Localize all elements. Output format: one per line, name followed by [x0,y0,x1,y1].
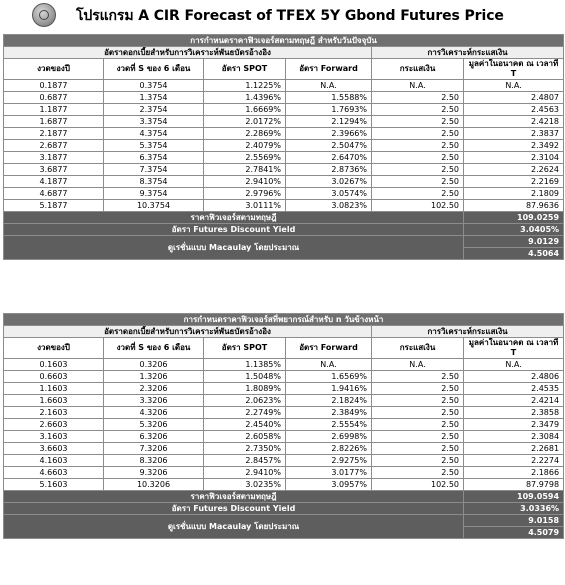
table-cell: 4.6603 [4,467,104,479]
table-cell: 1.7693% [286,104,372,116]
cashflow-group-header: การวิเคราะห์กระแสเงิน [372,47,564,59]
current-day-pricing-table [3,34,564,260]
table-cell: 2.5047% [286,140,372,152]
table-cell: 2.1877 [4,128,104,140]
table-cell: 2.3858 [464,407,564,419]
table-cell: 3.0957% [286,479,372,491]
futures-price-label: ราคาฟิวเจอร์สตามทฤษฎี [4,491,464,503]
table-cell: 2.6998% [286,431,372,443]
table-cell: 2.1809 [464,188,564,200]
table-cell: 2.4807 [464,92,564,104]
table-cell: 6.3206 [104,431,204,443]
table-cell: 9.3754 [104,188,204,200]
section-title: การกำหนดราคาฟิวเจอร์สที่พยากรณ์สำหรับ n วันข้างหน้า [4,314,564,326]
column-header-semiannual-period: งวดที่ S ของ 6 เดือน [104,338,204,359]
table-cell: 2.2274 [464,455,564,467]
table-cell: 87.9798 [464,479,564,491]
futures-price-value: 109.0594 [464,491,564,503]
table-row [4,359,564,371]
table-cell: 4.6877 [4,188,104,200]
table-row [4,128,564,140]
page-header [0,0,565,30]
section-title: การกำหนดราคาฟิวเจอร์สตามทฤษฎี สำหรับวันปัจจุบัน [4,35,564,47]
table-cell: 2.4218 [464,116,564,128]
table-cell: 2.2681 [464,443,564,455]
forecast-pricing-table [3,313,564,539]
table-cell: 2.3837 [464,128,564,140]
column-header-future-value: มูลค่าในอนาคต ณ เวลาที่ T [464,338,564,359]
discount-yield-value: 3.0405% [464,224,564,236]
macaulay-duration-label: ดูเรชั่นแบบ Macaulay โดยประมาณ [4,236,464,260]
logo-emblem-icon [32,3,56,27]
column-header-forward-rate: อัตรา Forward [286,59,372,80]
table-cell: 9.3206 [104,467,204,479]
table-cell: 2.50 [372,383,464,395]
table-cell: 2.6470% [286,152,372,164]
table-cell: 2.4806 [464,371,564,383]
table-row [4,104,564,116]
column-header-cashflow: กระแสเงิน [372,338,464,359]
table-cell: 2.50 [372,164,464,176]
table-cell: 2.0172% [204,116,286,128]
table-cell: 2.1866 [464,467,564,479]
column-header-cashflow: กระแสเงิน [372,59,464,80]
table-cell: 1.3206 [104,371,204,383]
table-cell: 1.4396% [204,92,286,104]
column-header-spot-rate: อัตรา SPOT [204,59,286,80]
discount-yield-value: 3.0336% [464,503,564,515]
table-cell: 2.50 [372,92,464,104]
table-cell: 2.50 [372,419,464,431]
table-cell: 1.9416% [286,383,372,395]
table-cell: 2.9796% [204,188,286,200]
table-cell: 2.50 [372,431,464,443]
table-cell: 2.1294% [286,116,372,128]
table-row [4,467,564,479]
table-cell: 2.4540% [204,419,286,431]
table-cell: 2.6058% [204,431,286,443]
table-cell: 2.9410% [204,176,286,188]
table-row [4,164,564,176]
macaulay-duration-label: ดูเรชั่นแบบ Macaulay โดยประมาณ [4,515,464,539]
column-header-forward-rate: อัตรา Forward [286,338,372,359]
table-cell: 1.1877 [4,104,104,116]
table-cell: 1.6603 [4,395,104,407]
table-cell: N.A. [464,80,564,92]
table-cell: 10.3206 [104,479,204,491]
table-cell: 2.2869% [204,128,286,140]
table-row [4,188,564,200]
table-cell: 2.50 [372,128,464,140]
table-cell: 2.4214 [464,395,564,407]
table-cell: 1.1603 [4,383,104,395]
table-cell: 2.50 [372,140,464,152]
table-row [4,455,564,467]
table-cell: 2.50 [372,407,464,419]
table-cell: 2.50 [372,371,464,383]
futures-price-label: ราคาฟิวเจอร์สตามทฤษฎี [4,212,464,224]
table-cell: 1.3754 [104,92,204,104]
table-row [4,383,564,395]
column-header-future-value: มูลค่าในอนาคต ณ เวลาที่ T [464,59,564,80]
table-cell: 2.50 [372,443,464,455]
table-cell: 5.3754 [104,140,204,152]
interest-rate-group-header: อัตราดอกเบี้ยสำหรับการวิเคราะห์พันธบัตรอ้างอิง [4,47,372,59]
table-cell: 2.8457% [204,455,286,467]
table-cell: 4.3206 [104,407,204,419]
table-cell: 2.4535 [464,383,564,395]
table-cell: 4.3754 [104,128,204,140]
table-cell: 2.50 [372,176,464,188]
table-cell: 5.1877 [4,200,104,212]
table-cell: 2.4563 [464,104,564,116]
table-cell: 102.50 [372,200,464,212]
table-cell: 3.0574% [286,188,372,200]
table-cell: 1.5048% [204,371,286,383]
table-cell: 2.0623% [204,395,286,407]
table-cell: 1.5588% [286,92,372,104]
table-cell: 3.3206 [104,395,204,407]
modified-duration-value: 4.5079 [464,527,564,539]
table-cell: 4.1603 [4,455,104,467]
table-cell: 0.6877 [4,92,104,104]
table-cell: 2.6877 [4,140,104,152]
table-row [4,116,564,128]
table-cell: 3.0235% [204,479,286,491]
table-cell: N.A. [286,359,372,371]
table-cell: N.A. [464,359,564,371]
table-cell: 3.0177% [286,467,372,479]
table-cell: 2.7350% [204,443,286,455]
table-cell: 3.0823% [286,200,372,212]
table-cell: 87.9636 [464,200,564,212]
table-cell: 0.1603 [4,359,104,371]
table-cell: 3.6877 [4,164,104,176]
table-cell: 8.3206 [104,455,204,467]
column-header-spot-rate: อัตรา SPOT [204,338,286,359]
table-row [4,80,564,92]
column-header-period: งวดของปี [4,59,104,80]
cashflow-group-header: การวิเคราะห์กระแสเงิน [372,326,564,338]
table-cell: 7.3754 [104,164,204,176]
table-row [4,92,564,104]
table-cell: 1.6569% [286,371,372,383]
table-cell: 3.3754 [104,116,204,128]
table-cell: 2.2169 [464,176,564,188]
table-cell: N.A. [286,80,372,92]
table-cell: 102.50 [372,479,464,491]
table-cell: 2.3849% [286,407,372,419]
table-cell: N.A. [372,80,464,92]
table-cell: 2.3966% [286,128,372,140]
table-cell: 6.3754 [104,152,204,164]
table-cell: N.A. [372,359,464,371]
table-cell: 10.3754 [104,200,204,212]
table-cell: 3.6603 [4,443,104,455]
column-header-period: งวดของปี [4,338,104,359]
column-header-semiannual-period: งวดที่ S ของ 6 เดือน [104,59,204,80]
table-cell: 2.50 [372,395,464,407]
table-cell: 2.1824% [286,395,372,407]
table-cell: 2.3206 [104,383,204,395]
table-cell: 3.0111% [204,200,286,212]
table-cell: 2.9410% [204,467,286,479]
table-cell: 2.50 [372,455,464,467]
table-cell: 5.1603 [4,479,104,491]
table-row [4,152,564,164]
table-cell: 2.2624 [464,164,564,176]
table-cell: 2.3084 [464,431,564,443]
table-cell: 2.7841% [204,164,286,176]
table-row [4,443,564,455]
table-cell: 2.50 [372,152,464,164]
table-cell: 2.5554% [286,419,372,431]
table-row [4,419,564,431]
page-title: โปรแกรม A CIR Forecast of TFEX 5Y Gbond Futures Price [76,8,504,24]
table-cell: 0.3754 [104,80,204,92]
table-cell: 5.3206 [104,419,204,431]
table-cell: 2.4079% [204,140,286,152]
table-cell: 0.6603 [4,371,104,383]
table-row [4,371,564,383]
table-cell: 2.9275% [286,455,372,467]
table-cell: 2.3754 [104,104,204,116]
table-cell: 8.3754 [104,176,204,188]
table-cell: 0.1877 [4,80,104,92]
table-cell: 1.6877 [4,116,104,128]
table-cell: 1.1385% [204,359,286,371]
table-cell: 2.3479 [464,419,564,431]
table-cell: 1.6669% [204,104,286,116]
table-cell: 2.50 [372,188,464,200]
table-cell: 2.50 [372,116,464,128]
table-cell: 2.3492 [464,140,564,152]
table-cell: 2.8226% [286,443,372,455]
table-cell: 3.1877 [4,152,104,164]
discount-yield-label: อัตรา Futures Discount Yield [4,503,464,515]
table-cell: 1.1225% [204,80,286,92]
table-row [4,407,564,419]
table-cell: 2.2749% [204,407,286,419]
table-cell: 2.50 [372,104,464,116]
interest-rate-group-header: อัตราดอกเบี้ยสำหรับการวิเคราะห์พันธบัตรอ้างอิง [4,326,372,338]
table-cell: 2.50 [372,467,464,479]
table-row [4,395,564,407]
macaulay-duration-value: 9.0129 [464,236,564,248]
table-cell: 2.1603 [4,407,104,419]
table-row [4,479,564,491]
discount-yield-label: อัตรา Futures Discount Yield [4,224,464,236]
table-cell: 1.8089% [204,383,286,395]
futures-price-value: 109.0259 [464,212,564,224]
table-row [4,176,564,188]
table-cell: 3.1603 [4,431,104,443]
table-cell: 0.3206 [104,359,204,371]
table-cell: 2.8736% [286,164,372,176]
table-cell: 4.1877 [4,176,104,188]
table-row [4,200,564,212]
table-cell: 2.3104 [464,152,564,164]
table-cell: 2.5569% [204,152,286,164]
table-cell: 2.6603 [4,419,104,431]
table-cell: 3.0267% [286,176,372,188]
table-row [4,140,564,152]
table-row [4,431,564,443]
macaulay-duration-value: 9.0158 [464,515,564,527]
table-cell: 7.3206 [104,443,204,455]
modified-duration-value: 4.5064 [464,248,564,260]
